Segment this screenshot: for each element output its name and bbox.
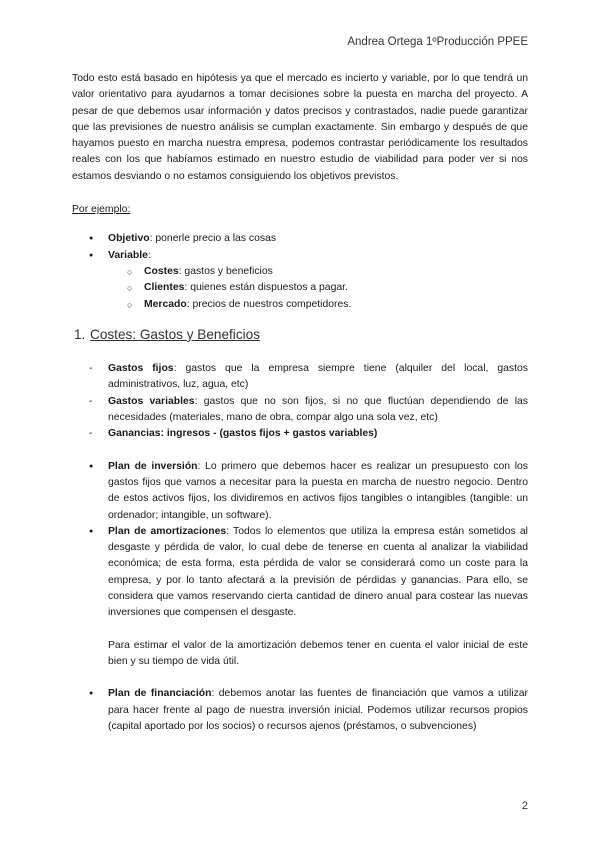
plan-text: : Lo primero que debemos hacer es realizar un presupuesto con los gastos fijos que vamos a necesitar para la puesta en marcha de nuestro negocio. Dentro de estos activos fijos, los dividiremos en activos fijos tangibles o intangibles (tangible: un ordenador; intangible, un software). bbox=[108, 460, 528, 521]
list-item bbox=[72, 248, 528, 313]
sub-term: Clientes bbox=[144, 282, 185, 294]
sub-term: Costes bbox=[144, 265, 179, 277]
cost-term: Gastos variables bbox=[108, 395, 195, 407]
cost-text: : gastos que la empresa siempre tiene (alquiler del local, gastos administrativos, luz, agua, etc) bbox=[108, 363, 528, 391]
plan-text: : Todos lo elementos que utiliza la empresa están sometidos al desgaste y pérdida de valor, lo cual debe de tenerse en cuenta al analizar la viabilidad económica; de esta forma, esta pérdida de valor se considerará como un coste para la empresa, y por lo tanto afectará a la previsión de pérdidas y ganancias. Para ello, se considera que vamos reservando cierta cantidad de dinero anual para costear las nuevas inversiones que compensen el desgaste. bbox=[108, 525, 528, 619]
variable-term: Variable bbox=[108, 249, 148, 261]
list-item bbox=[72, 231, 528, 247]
plan-text-continued: Para estimar el valor de la amortización debemos tener en cuenta el valor inicial de este bien y su tiempo de vida útil. bbox=[108, 639, 528, 667]
example-list bbox=[72, 231, 528, 312]
sublist-item bbox=[72, 264, 528, 280]
page-number: 2 bbox=[521, 800, 528, 812]
sub-text: : gastos y beneficios bbox=[178, 265, 273, 277]
plan-term: Plan de inversión bbox=[108, 460, 198, 472]
section-number: 1. bbox=[74, 326, 86, 342]
sub-term: Mercado bbox=[144, 298, 187, 310]
plan-term: Plan de financiación bbox=[108, 688, 212, 700]
list-item bbox=[72, 459, 528, 524]
sub-text: : quienes están dispuestos a pagar. bbox=[184, 282, 348, 294]
sublist-item bbox=[72, 297, 528, 313]
list-item bbox=[72, 426, 528, 442]
section-heading bbox=[72, 327, 528, 343]
page-content bbox=[72, 71, 528, 735]
sublist-item bbox=[72, 280, 528, 296]
cost-term: Gastos fijos bbox=[108, 363, 174, 375]
sub-text: : precios de nuestros competidores. bbox=[186, 298, 352, 310]
costs-list bbox=[72, 361, 528, 442]
variable-sublist bbox=[72, 264, 528, 313]
section-title: Costes: Gastos y Beneficios bbox=[90, 326, 260, 342]
plans-list bbox=[72, 459, 528, 735]
objetivo-text: : ponerle precio a las cosas bbox=[149, 233, 277, 245]
list-item bbox=[72, 394, 528, 427]
list-item bbox=[72, 524, 528, 670]
cost-text: : gastos que no son fijos, si no que fluctúan dependiendo de las necesidades (materiales, mano de obra, compar algo una sola vez, etc) bbox=[108, 395, 529, 424]
variable-text: : bbox=[147, 249, 151, 261]
page-header: Andrea Ortega 1ºProducción PPEE bbox=[347, 36, 528, 48]
objetivo-term: Objetivo bbox=[108, 233, 150, 245]
list-item bbox=[72, 361, 528, 394]
intro-paragraph: Todo esto está basado en hipótesis ya que el mercado es incierto y variable, por lo que tendrá un valor orientativo para ayudarnos a tomar decisiones sobre la puesta en marcha del proyecto. A pesar de que debemos usar información y datos precisos y contrastados, nadie puede garantizar que las previsiones de nuestro análisis se cumplan exactamente. Sin embargo y después de que hayamos puesto en marcha nuestra empresa, podemos contrastar periódicamente los resultados reales con los que habíamos estimado en nuestro estudio de viabilidad para poder ver si nos estamos desviando o no estamos consiguiendo los objetivos previstos. bbox=[72, 73, 528, 182]
list-item bbox=[72, 686, 528, 735]
example-heading: Por ejemplo: bbox=[72, 204, 131, 216]
cost-term: Ganancias: ingresos - (gastos fijos + gastos variables) bbox=[108, 428, 378, 440]
plan-term: Plan de amortizaciones bbox=[108, 525, 227, 537]
plan-text: : debemos anotar las fuentes de financiación que vamos a utilizar para hacer frente al pago de nuestra inversión inicial. Podemos utilizar recursos propios (capital aportado por los socios) o recursos ajenos (préstamos, o subvenciones) bbox=[108, 688, 529, 732]
